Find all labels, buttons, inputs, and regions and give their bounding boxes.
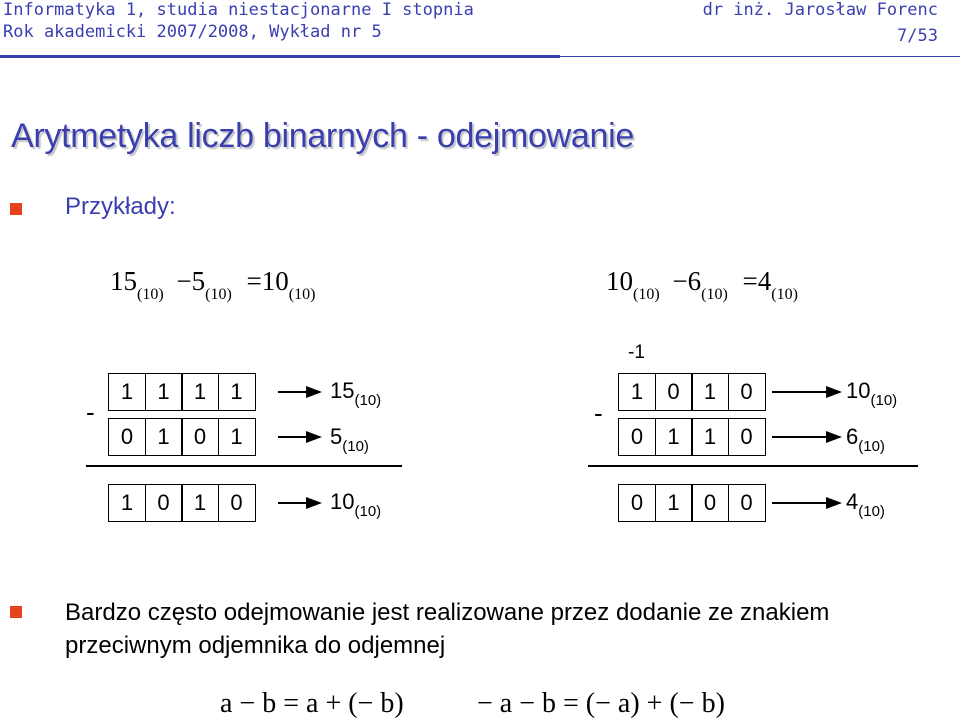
bit-cell: 1: [181, 484, 219, 522]
bit-cell: 1: [655, 484, 693, 522]
arrow-head-icon: [826, 497, 842, 509]
arrow-head-icon: [306, 386, 322, 398]
slide-title: Arytmetyka liczb binarnych - odejmowanie: [11, 117, 634, 155]
arrow-head-icon: [306, 431, 322, 443]
arrow: [772, 391, 828, 393]
decimal-label: $15_{(10)}$: [330, 378, 382, 409]
page-number: 7/53: [897, 26, 938, 46]
bit-cell: 0: [618, 484, 656, 522]
minus-sign: -: [594, 398, 603, 428]
minus-sign: -: [86, 397, 95, 427]
formula-2: − a − b = (− a) + (− b): [477, 688, 725, 719]
bit-cell: 1: [145, 373, 183, 411]
bullet-icon: [10, 606, 22, 618]
arrow: [772, 502, 828, 504]
formula-1: a − b = a + (− b): [220, 688, 404, 719]
bits-row: [618, 484, 764, 522]
bit-cell: 1: [691, 418, 729, 456]
arrow: [278, 502, 308, 504]
equation-2: $10_{(10)} -6_{(10)} =4_{(10)}$: [606, 266, 798, 303]
result-line: [588, 465, 918, 467]
bit-cell: 1: [145, 418, 183, 456]
result-line: [86, 465, 402, 467]
arrow: [772, 436, 828, 438]
bullet-icon: [10, 203, 22, 215]
bit-cell: 0: [728, 484, 766, 522]
bits-row: [108, 418, 254, 456]
note-text: Bardzo często odejmowanie jest realizowane przez dodanie ze znakiem przeciwnym odjemnika do odjemnej: [65, 599, 830, 659]
bit-cell: 0: [181, 418, 219, 456]
bit-cell: 1: [655, 418, 693, 456]
lecturer-name: dr inż. Jarosław Forenc: [702, 0, 938, 20]
bit-cell: 0: [618, 418, 656, 456]
decimal-label: $6_{(10)}$: [846, 424, 885, 455]
bit-cell: 1: [181, 373, 219, 411]
arrow-head-icon: [826, 386, 842, 398]
borrow-label: -1: [628, 342, 645, 363]
bit-cell: 0: [691, 484, 729, 522]
bit-cell: 1: [218, 418, 256, 456]
bits-row: [618, 373, 764, 411]
bit-cell: 0: [728, 373, 766, 411]
course-title: Informatyka 1, studia niestacjonarne I stopnia: [3, 0, 474, 20]
arrow-head-icon: [826, 431, 842, 443]
header-divider: [0, 55, 560, 58]
equation-1: $15_{(10)} -5_{(10)} =10_{(10)}$: [110, 266, 316, 303]
arrow-head-icon: [306, 497, 322, 509]
examples-label: Przykłady:: [65, 193, 176, 220]
decimal-label: $10_{(10)}$: [846, 378, 898, 409]
header-divider-thin: [560, 56, 960, 57]
bit-cell: 0: [728, 418, 766, 456]
decimal-label: $4_{(10)}$: [846, 489, 885, 520]
arrow: [278, 391, 308, 393]
bit-cell: 0: [655, 373, 693, 411]
bits-row: [108, 373, 254, 411]
bits-row: [108, 484, 254, 522]
arrow: [278, 436, 308, 438]
bit-cell: 0: [218, 484, 256, 522]
bit-cell: 1: [108, 373, 146, 411]
bit-cell: 0: [108, 418, 146, 456]
bit-cell: 0: [145, 484, 183, 522]
bit-cell: 1: [218, 373, 256, 411]
bit-cell: 1: [108, 484, 146, 522]
decimal-label: $10_{(10)}$: [330, 489, 382, 520]
decimal-label: $5_{(10)}$: [330, 424, 369, 455]
bit-cell: 1: [618, 373, 656, 411]
bit-cell: 1: [691, 373, 729, 411]
lecture-info: Rok akademicki 2007/2008, Wykład nr 5: [3, 22, 382, 42]
bits-row: [618, 418, 764, 456]
